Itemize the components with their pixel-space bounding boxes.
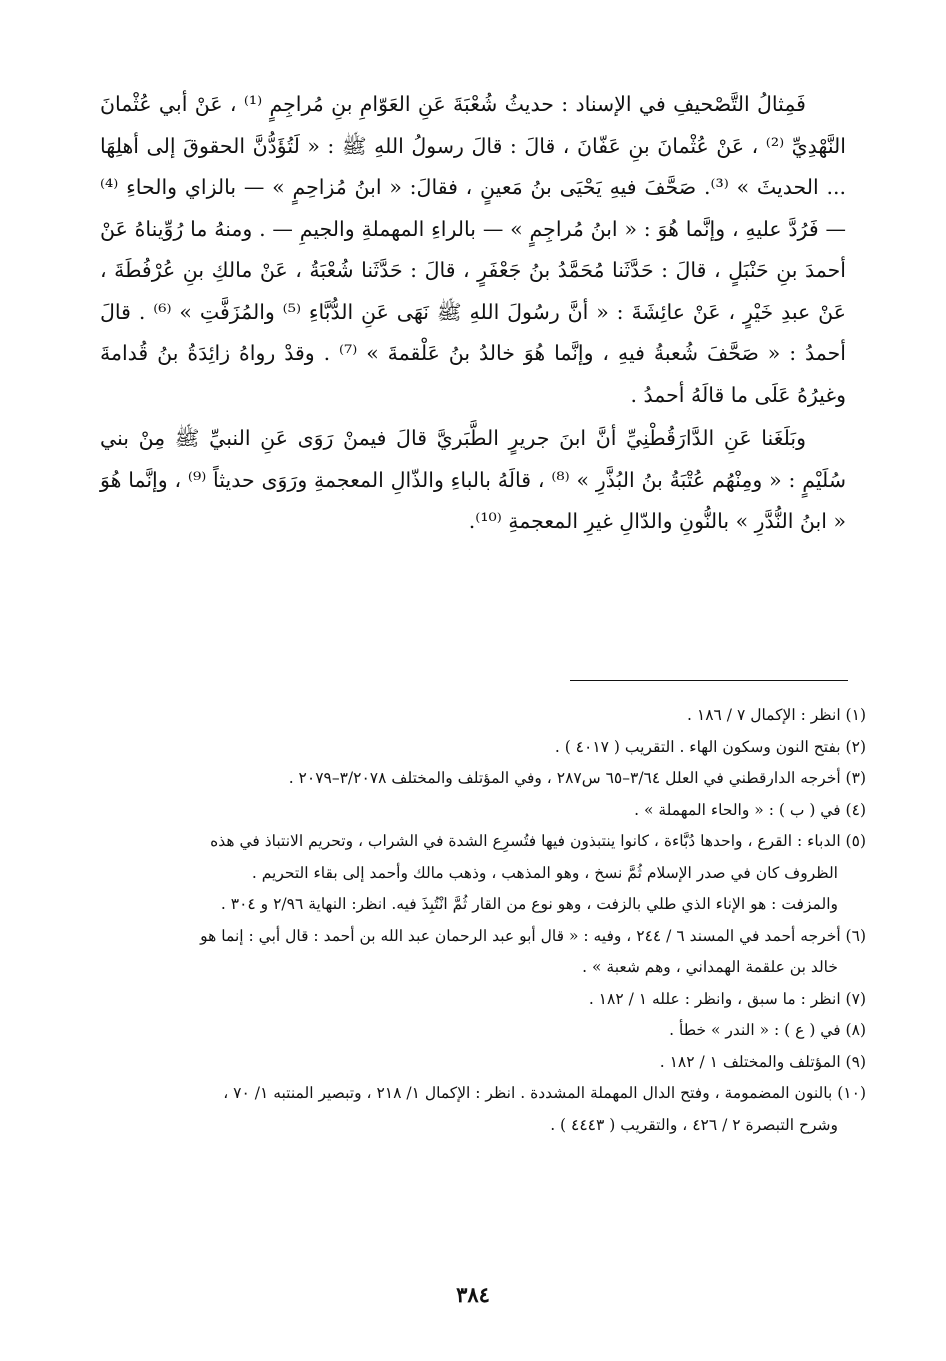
footnote-2: (٢) بفتح النون وسكون الهاء . التقريب ( ٤٠١٧ ) .: [554, 737, 866, 756]
footnote-3: (٣) أخرجه الدارقطني في العلل ٣/٦٤–٦٥ س٢٨٧ ، وفي المؤتلف والمختلف ٣/٢٠٧٨–٢٠٧٩ .: [288, 769, 866, 787]
footnote-6-continuation: خالد بن علقمة الهمداني ، وهم شعبة » .: [582, 958, 838, 976]
footnotes: [104, 700, 866, 1141]
paragraph-1: فَمِثالُ التَّصْحيفِ في الإسناد : حديثُ شُعْبَةَ عَنِ العَوّامِ بنِ مُراجِمٍ ⁽¹⁾ ، عَنْ أبي عُثْمانَ النَّهْدِيِّ ⁽²⁾ ، عَنْ عُثْمانَ بنِ عَفّانَ ، قالَ : قالَ رسولُ اللهِ ﷺ : « لَتُؤَدُّنَّ الحقوقَ إلى أهلِهَا ... الحديثَ » ⁽³⁾. صَحَّفَ فيهِ يَحْيَى بنُ مَعينٍ ، فقالَ: « ابنُ مُزاحِمٍ » — بالزاي والحاءِ ⁽⁴⁾ — فَرُدَّ عليهِ ، وإنَّما هُوَ : « ابنُ مُراجِمٍ » — بالراءِ المهملةِ والجيمِ — . ومنهُ ما رُوِّيناهُ عَنْ أحمدَ بنِ حَنْبَلٍ ، قالَ : حَدَّثَنا مُحَمَّدُ بنُ جَعْفَرٍ ، قالَ : حَدَّثَنا شُعْبَةُ ، عَنْ مالكِ بنِ عُرْفُطَةَ ، عَنْ عبدِ خَيْرٍ ، عَنْ عائِشَةَ : « أنَّ رسُولَ اللهِ ﷺ نَهَى عَنِ الدُّبَّاءِ ⁽⁵⁾ والمُزَفَّتِ » ⁽⁶⁾ . قالَ أحمدُ : « صَحَّفَ شُعبةُ فيهِ ، وإنَّما هُوَ خالدُ بنُ عَلْقمةَ » ⁽⁷⁾ . وقدْ رواهُ زائِدَةُ بنُ قُدامةَ وغيرُهُ عَلَى ما قالَهُ أحمدُ .: [100, 92, 847, 407]
footnote-1: (١) انظر : الإكمال ٧ / ١٨٦ .: [687, 706, 866, 724]
footnote-10-continuation: وشرح التبصرة ٢ / ٤٢٦ ، والتقريب ( ٤٤٤٣ ) .: [550, 1115, 838, 1134]
footnote-5: (٥) الدباء : القرع ، واحدها دُبَّاءة ، كانوا ينتبذون فيها فتُسرِع الشدة في الشراب ، وتحريم الانتباذ في هذه: [210, 832, 866, 850]
footnote-8: (٨) في ( ع ) : « الندر » خطأ .: [669, 1021, 866, 1039]
footnote-5-continuation: الظروف كان في صدر الإسلام ثُمَّ نسخ ، وهو المذهب ، وذهب مالك وأحمد إلى بقاء التحريم .: [251, 863, 838, 882]
footnote-9: (٩) المؤتلف والمختلف ١ / ١٨٢ .: [659, 1052, 866, 1071]
paragraph-2: وبَلَغَنا عَنِ الدَّارَقُطْنِيِّ أنَّ ابنَ جريرٍ الطَّبَريَّ قالَ فيمنْ رَوَى عَنِ النبيِّ ﷺ مِنْ بني سُلَيْمٍ : « ومِنْهُم عُتْبَةُ بنُ البُذَّرِ » ⁽⁸⁾ ، قالَهُ بالباءِ والذّالِ المعجمةِ ورَوَى حديثاً ⁽⁹⁾ ، وإنَّما هُوَ « ابنُ النُّدَّرِ » بالنُّونِ والدّالِ غيرِ المعجمةِ ⁽¹⁰⁾.: [100, 426, 846, 533]
main-text: [100, 84, 846, 543]
footnote-6: (٦) أخرجه أحمد في المسند ٦ / ٢٤٤ ، وفيه : « قال أبو عبد الرحمان عبد الله بن أحمد : قال أبي : إنما هو: [200, 926, 866, 945]
footnote-divider: [570, 680, 848, 681]
footnote-7: (٧) انظر : ما سبق ، وانظر : علله ١ / ١٨٢ .: [588, 989, 866, 1008]
footnote-5-continuation-2: والمزفت : هو الإناء الذي طلي بالزفت ، وهو نوع من القار ثُمَّ انْتُبِذَ فيه. انظر: النهاية ٢/٩٦ و ٣٠٤ .: [220, 895, 838, 913]
footnote-4: (٤) في ( ب ) : « والحاء المهملة » .: [634, 800, 866, 819]
footnote-10: (١٠) بالنون المضمومة ، وفتح الدال المهملة المشددة . انظر : الإكمال ١/ ٢١٨ ، وتبصير المنتبه ١/ ٧٠ ،: [223, 1084, 866, 1102]
page-number: ٣٨٤: [456, 1282, 490, 1307]
